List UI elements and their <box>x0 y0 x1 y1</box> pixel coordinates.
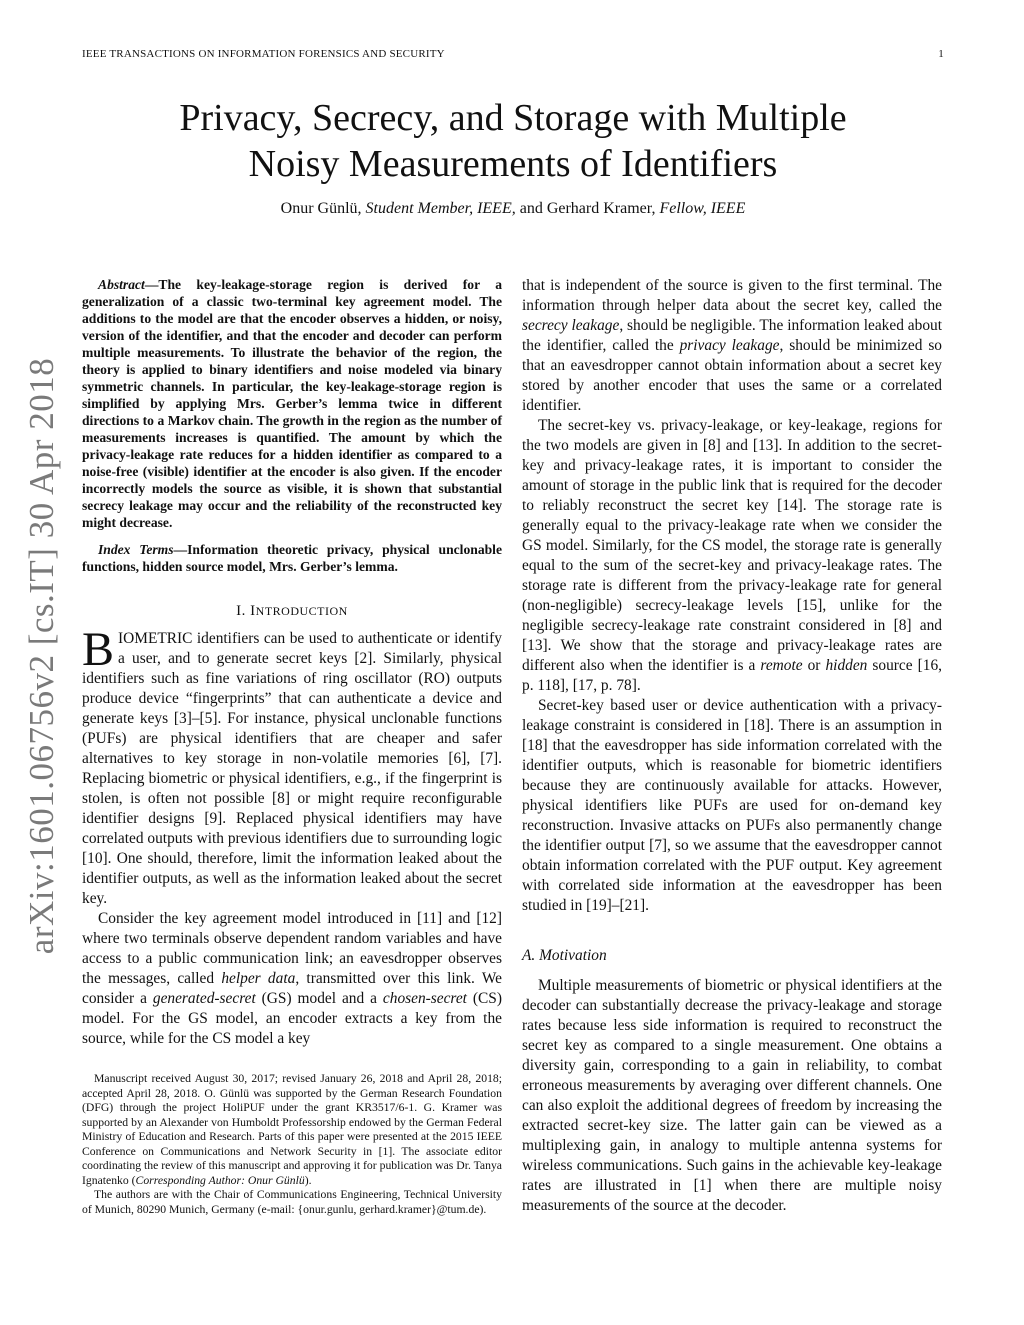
right-p1-c: , should be minimized so that an eavesdropper cannot obtain information about a secret key stored by another encoder that uses the same or a correlated identifier. <box>522 337 942 414</box>
footnote-1-a: Manuscript received August 30, 2017; revised January 26, 2018 and April 28, 2018; accepted April 28, 2018. O. Günlü was supported by the German Research Foundation (DFG) through the project HoliPUF under the grant KR3517/6-1. G. Kramer was supported by an Alexander von Humboldt Professorship endowed by the German Federal Ministry of Education and Research. Parts of this paper were presented at the 2015 IEEE Conference on Communications and Network Security in [1]. The associate editor coordinating the review of this manuscript and approving it for publication was Dr. Tanya Ignatenko ( <box>82 1072 502 1187</box>
arxiv-identifier-stamp <box>20 357 64 955</box>
intro-p2-em-chosen-secret: chosen-secret <box>382 990 467 1007</box>
author-1-role: Student Member, IEEE, <box>365 200 516 217</box>
subsection-heading-motivation: A. Motivation <box>522 947 607 964</box>
right-p1-em-privacy-leakage: privacy leakage <box>679 337 780 354</box>
right-p2-c: source [16, p. 118], [17, p. 78]. <box>522 657 942 694</box>
intro-p2-c: (GS) model and a <box>255 990 383 1007</box>
abstract-text: —The key-leakage-storage region is derived for a generalization of a classic two-terminal key agreement model. The additions to the model are that the encoder observes a hidden, or noisy, version of the identifier, and that the encoder and decoder can perform multiple measurements. To illustrate the behavior of the region, the theory is applied to binary identifiers and noise modeled via binary symmetric channels. In particular, the key-leakage-storage region is simplified by applying Mrs. Gerber’s lemma twice in different directions to a Markov chain. The growth in the region as the number of measurements increases is quantified. The amount by which the privacy-leakage rate reduces for a hidden identifier as compared to a noise-free (visible) identifier at the encoder is also given. If the encoder incorrectly models the source as visible, it is shown that substantial secrecy leakage may occur and the reliability of the reconstructed key might decrease. <box>82 277 502 530</box>
intro-paragraph-1 <box>82 623 502 909</box>
right-p1-a: that is independent of the source is given to the first terminal. The information through helper data about the secret key, called the <box>522 277 942 314</box>
footnote-manuscript <box>82 1072 502 1188</box>
intro-p2-d: (CS) model. For the GS model, an encoder extracts a key from the source, while for the CS model a key <box>82 990 502 1047</box>
arxiv-identifier-text: arXiv:1601.06756v2 [cs.IT] 30 Apr 2018 <box>22 357 62 955</box>
drop-cap: B <box>82 623 115 676</box>
intro-p2-b: , transmitted over this link. We consider a <box>82 970 502 1007</box>
title-line-1: Privacy, Secrecy, and Storage with Multiple <box>179 97 847 139</box>
author-2-role: Fellow, IEEE <box>659 200 746 217</box>
index-terms-lead: Index Terms <box>98 542 174 557</box>
footnote-1-b: ). <box>304 1173 312 1187</box>
footnotes <box>82 1072 502 1217</box>
intro-paragraph-2 <box>82 909 502 1049</box>
intro-p1-body: IOMETRIC identifiers can be used to authenticate or identify a user, and to generate secret keys [2]. Similarly, physical identifiers such as fine variations of ring oscillator (RO) outputs produce device “fingerprints” that can authenticate a device and generate keys [3]–[5]. For instance, physical unclonable functions (PUFs) are physical identifiers that are cheaper and safer alternatives to key storage in non-volatile memories [6], [7]. Replacing biometric or physical identifiers, e.g., if the fingerprint is stolen, is often not possible [8] or might require reconfigurable identifier designs [9]. Replaced physical identifiers may have correlated outputs with previous identifiers due to surrounding logic [10]. One should, therefore, limit the information leaked about the identifier outputs, as well as the information leaked about the secret key. <box>82 630 502 907</box>
footnote-affiliation: The authors are with the Chair of Communications Engineering, Technical University of Munich, 80290 Munich, Germany (e-mail: {onur.gunlu, gerhard.kramer}@tum.de). <box>82 1188 502 1216</box>
title-line-2: Noisy Measurements of Identifiers <box>248 143 778 185</box>
right-p2-em-hidden: hidden <box>825 657 868 674</box>
author-line <box>82 200 944 218</box>
right-paragraph-2 <box>522 416 942 696</box>
intro-p2-em-generated-secret: generated-secret <box>152 990 256 1007</box>
right-paragraph-3: Secret-key based user or device authentication with a privacy-leakage constraint is considered in [18]. There is an assumption in [18] that the eavesdropper has side information correlated with the identifier outputs, which is reasonable for biometric identifiers because they are continuously available for attacks. However, physical identifiers like PUFs are used for on-demand key reconstruction. Invasive attacks on PUFs also permanently change the identifier output [7], so we assume that the eavesdropper cannot obtain information correlated with the PUF output. Key agreement with correlated side information at the eavesdropper has been studied in [19]–[21]. <box>522 697 942 914</box>
right-p2-b: or <box>802 657 826 674</box>
right-p2-em-remote: remote <box>760 657 803 674</box>
motivation-paragraph: Multiple measurements of biometric or physical identifiers at the decoder can substantially decrease the privacy-leakage and storage rates because less side information is required to reconstruct the secret key as compared to a single measurement. One obtains a diversity gain, corresponding to a gain in reliability, to combat erroneous measurements by averaging over different channels. One can also exploit the additional degrees of freedom by increasing the extracted secret-key size. The latter gain can be viewed as a multiplexing gain, in analogy to multiple antenna systems for wireless communications. Such gains in the achievable key-leakage rates are illustrated in [1] when there are multiple noisy measurements of the source at the decoder. <box>522 977 942 1214</box>
journal-name: IEEE TRANSACTIONS ON INFORMATION FORENSICS AND SECURITY <box>82 48 445 60</box>
abstract-lead: Abstract <box>98 277 145 292</box>
author-conjunction: and Gerhard Kramer, <box>519 200 656 217</box>
right-paragraph-1 <box>522 276 942 416</box>
right-p1-em-secrecy-leakage: secrecy leakage <box>522 317 620 334</box>
section-number: I. I <box>236 603 256 619</box>
section-title-rest: NTRODUCTION <box>255 604 348 618</box>
section-heading-introduction <box>82 601 502 621</box>
right-p1-b: , should be negligible. The information leaked about the identifier, called the <box>522 317 942 354</box>
right-p2-a: The secret-key vs. privacy-leakage, or key-leakage, regions for the two models are given in [8] and [13]. In addition to the secret-key and privacy-leakage rates, it is important to consider the amount of storage in the public link that is required for the decoder to reliably reconstruct the secret key [14]. The storage rate is generally equal to the privacy-leakage rate when we consider the GS model. Similarly, for the CS model, the storage rate is generally equal to the sum of the secret-key and privacy-leakage rates. The storage rate is different from the privacy-leakage rate for general (non-negligible) secrecy-leakage levels [15], unlike for the negligible secrecy-leakage rate constraint considered in [8] and [13]. We show that the storage and privacy-leakage rates are different also when the identifier is a <box>522 417 942 674</box>
author-1-name: Onur Günlü, <box>280 200 362 217</box>
index-terms-text: —Information theoretic privacy, physical unclonable functions, hidden source model, Mrs. Gerber’s lemma. <box>82 542 502 574</box>
left-column <box>82 276 502 1049</box>
intro-p1-text <box>82 623 502 909</box>
index-terms <box>82 541 502 575</box>
page-number: 1 <box>938 48 944 60</box>
intro-p2-a: Consider the key agreement model introduced in [11] and [12] where two terminals observe dependent random variables and have access to a public communication link; an eavesdropper observes the messages, called <box>82 910 502 987</box>
right-column <box>522 276 942 1216</box>
abstract <box>82 276 502 531</box>
footnote-1-em: Corresponding Author: Onur Günlü <box>135 1173 305 1187</box>
intro-p2-em-helper-data: helper data <box>221 970 296 987</box>
paper-title <box>82 95 944 187</box>
